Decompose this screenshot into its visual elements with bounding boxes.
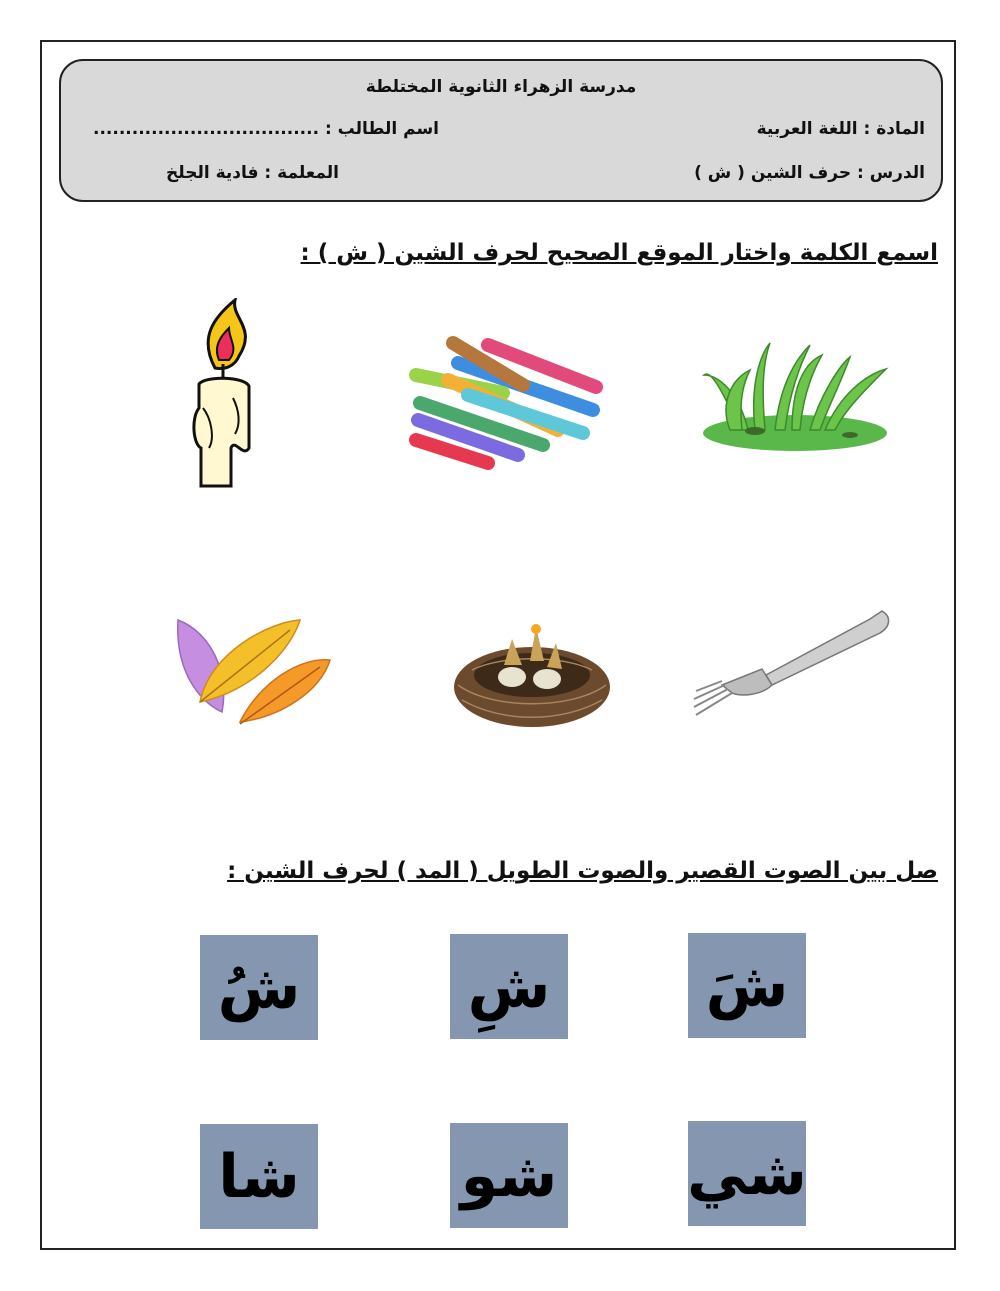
grass-picture [700, 335, 890, 455]
tile-shin-damma[interactable]: شُ [200, 935, 318, 1040]
chalk-picture [408, 335, 603, 470]
tile-shin-fatha[interactable]: شَ [688, 933, 806, 1038]
header-box [59, 59, 943, 202]
student-name-field: اسم الطالب : ................................... [93, 119, 439, 139]
lesson-label: الدرس : حرف الشين ( ش ) [694, 163, 925, 183]
subject-label: المادة : اللغة العربية [756, 119, 925, 139]
teacher-label: المعلمة : فادية الجلخ [166, 163, 339, 183]
candle-picture [185, 298, 265, 488]
instruction-2: صل بين الصوت القصير والصوت الطويل ( المد ) لحرف الشين : [227, 858, 938, 884]
instruction-1: اسمع الكلمة واختار الموقع الصحيح لحرف الشين ( ش ) : [300, 240, 938, 266]
feathers-picture [170, 612, 335, 730]
tile-shin-waw[interactable]: شو [450, 1123, 568, 1228]
tile-shin-alif[interactable]: شا [200, 1124, 318, 1229]
tile-shin-ya[interactable]: شي [688, 1121, 806, 1226]
school-name: مدرسة الزهراء الثانوية المختلطة [365, 77, 637, 97]
fork-picture [692, 605, 897, 720]
tile-shin-kasra[interactable]: شِ [450, 934, 568, 1039]
nest-picture [452, 615, 612, 730]
